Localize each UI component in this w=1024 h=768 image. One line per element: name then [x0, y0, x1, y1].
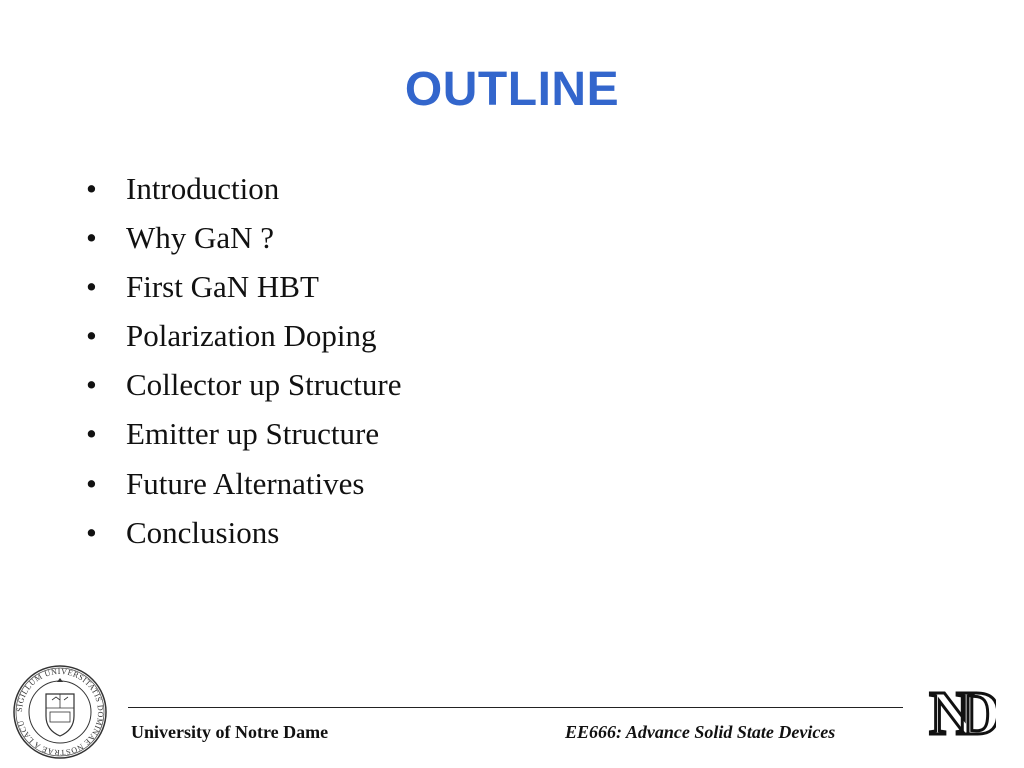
footer-course: EE666: Advance Solid State Devices	[565, 722, 836, 742]
bullet-icon: •	[86, 269, 97, 305]
list-item-label: Why GaN ?	[126, 220, 275, 256]
bullet-icon: •	[86, 220, 97, 256]
bullet-icon: •	[86, 171, 97, 206]
footer-university: University of Notre Dame	[131, 722, 329, 742]
list-item-label: Polarization Doping	[126, 318, 377, 354]
list-item	[86, 217, 402, 266]
logo-text: ND	[929, 680, 983, 744]
bullet-icon: •	[86, 318, 97, 354]
list-item-label: Introduction	[126, 171, 280, 206]
list-item-label: Collector up Structure	[126, 367, 402, 403]
list-item-label: Emitter up Structure	[126, 416, 380, 452]
list-item-label: First GaN HBT	[126, 269, 319, 305]
list-item	[86, 512, 402, 561]
list-item	[86, 315, 402, 364]
nd-monogram-icon	[916, 680, 996, 744]
list-item	[86, 266, 402, 315]
bullet-icon: •	[86, 367, 97, 403]
footer-divider	[128, 707, 903, 708]
list-item	[86, 413, 402, 462]
list-item	[86, 168, 402, 217]
bullet-icon: •	[86, 514, 97, 550]
university-seal-icon	[12, 664, 108, 760]
slide-title: OUTLINE	[404, 63, 620, 116]
list-item	[86, 463, 402, 512]
list-item-label: Future Alternatives	[126, 465, 365, 501]
outline-list	[86, 168, 402, 561]
seal-text: SIGILLUM UNIVERSITATIS DOMINAE NOSTRAE A LACU	[14, 666, 106, 758]
list-item-label: Conclusions	[126, 514, 280, 550]
list-item	[86, 364, 402, 413]
bullet-icon: •	[86, 416, 97, 452]
bullet-icon: •	[86, 465, 97, 501]
